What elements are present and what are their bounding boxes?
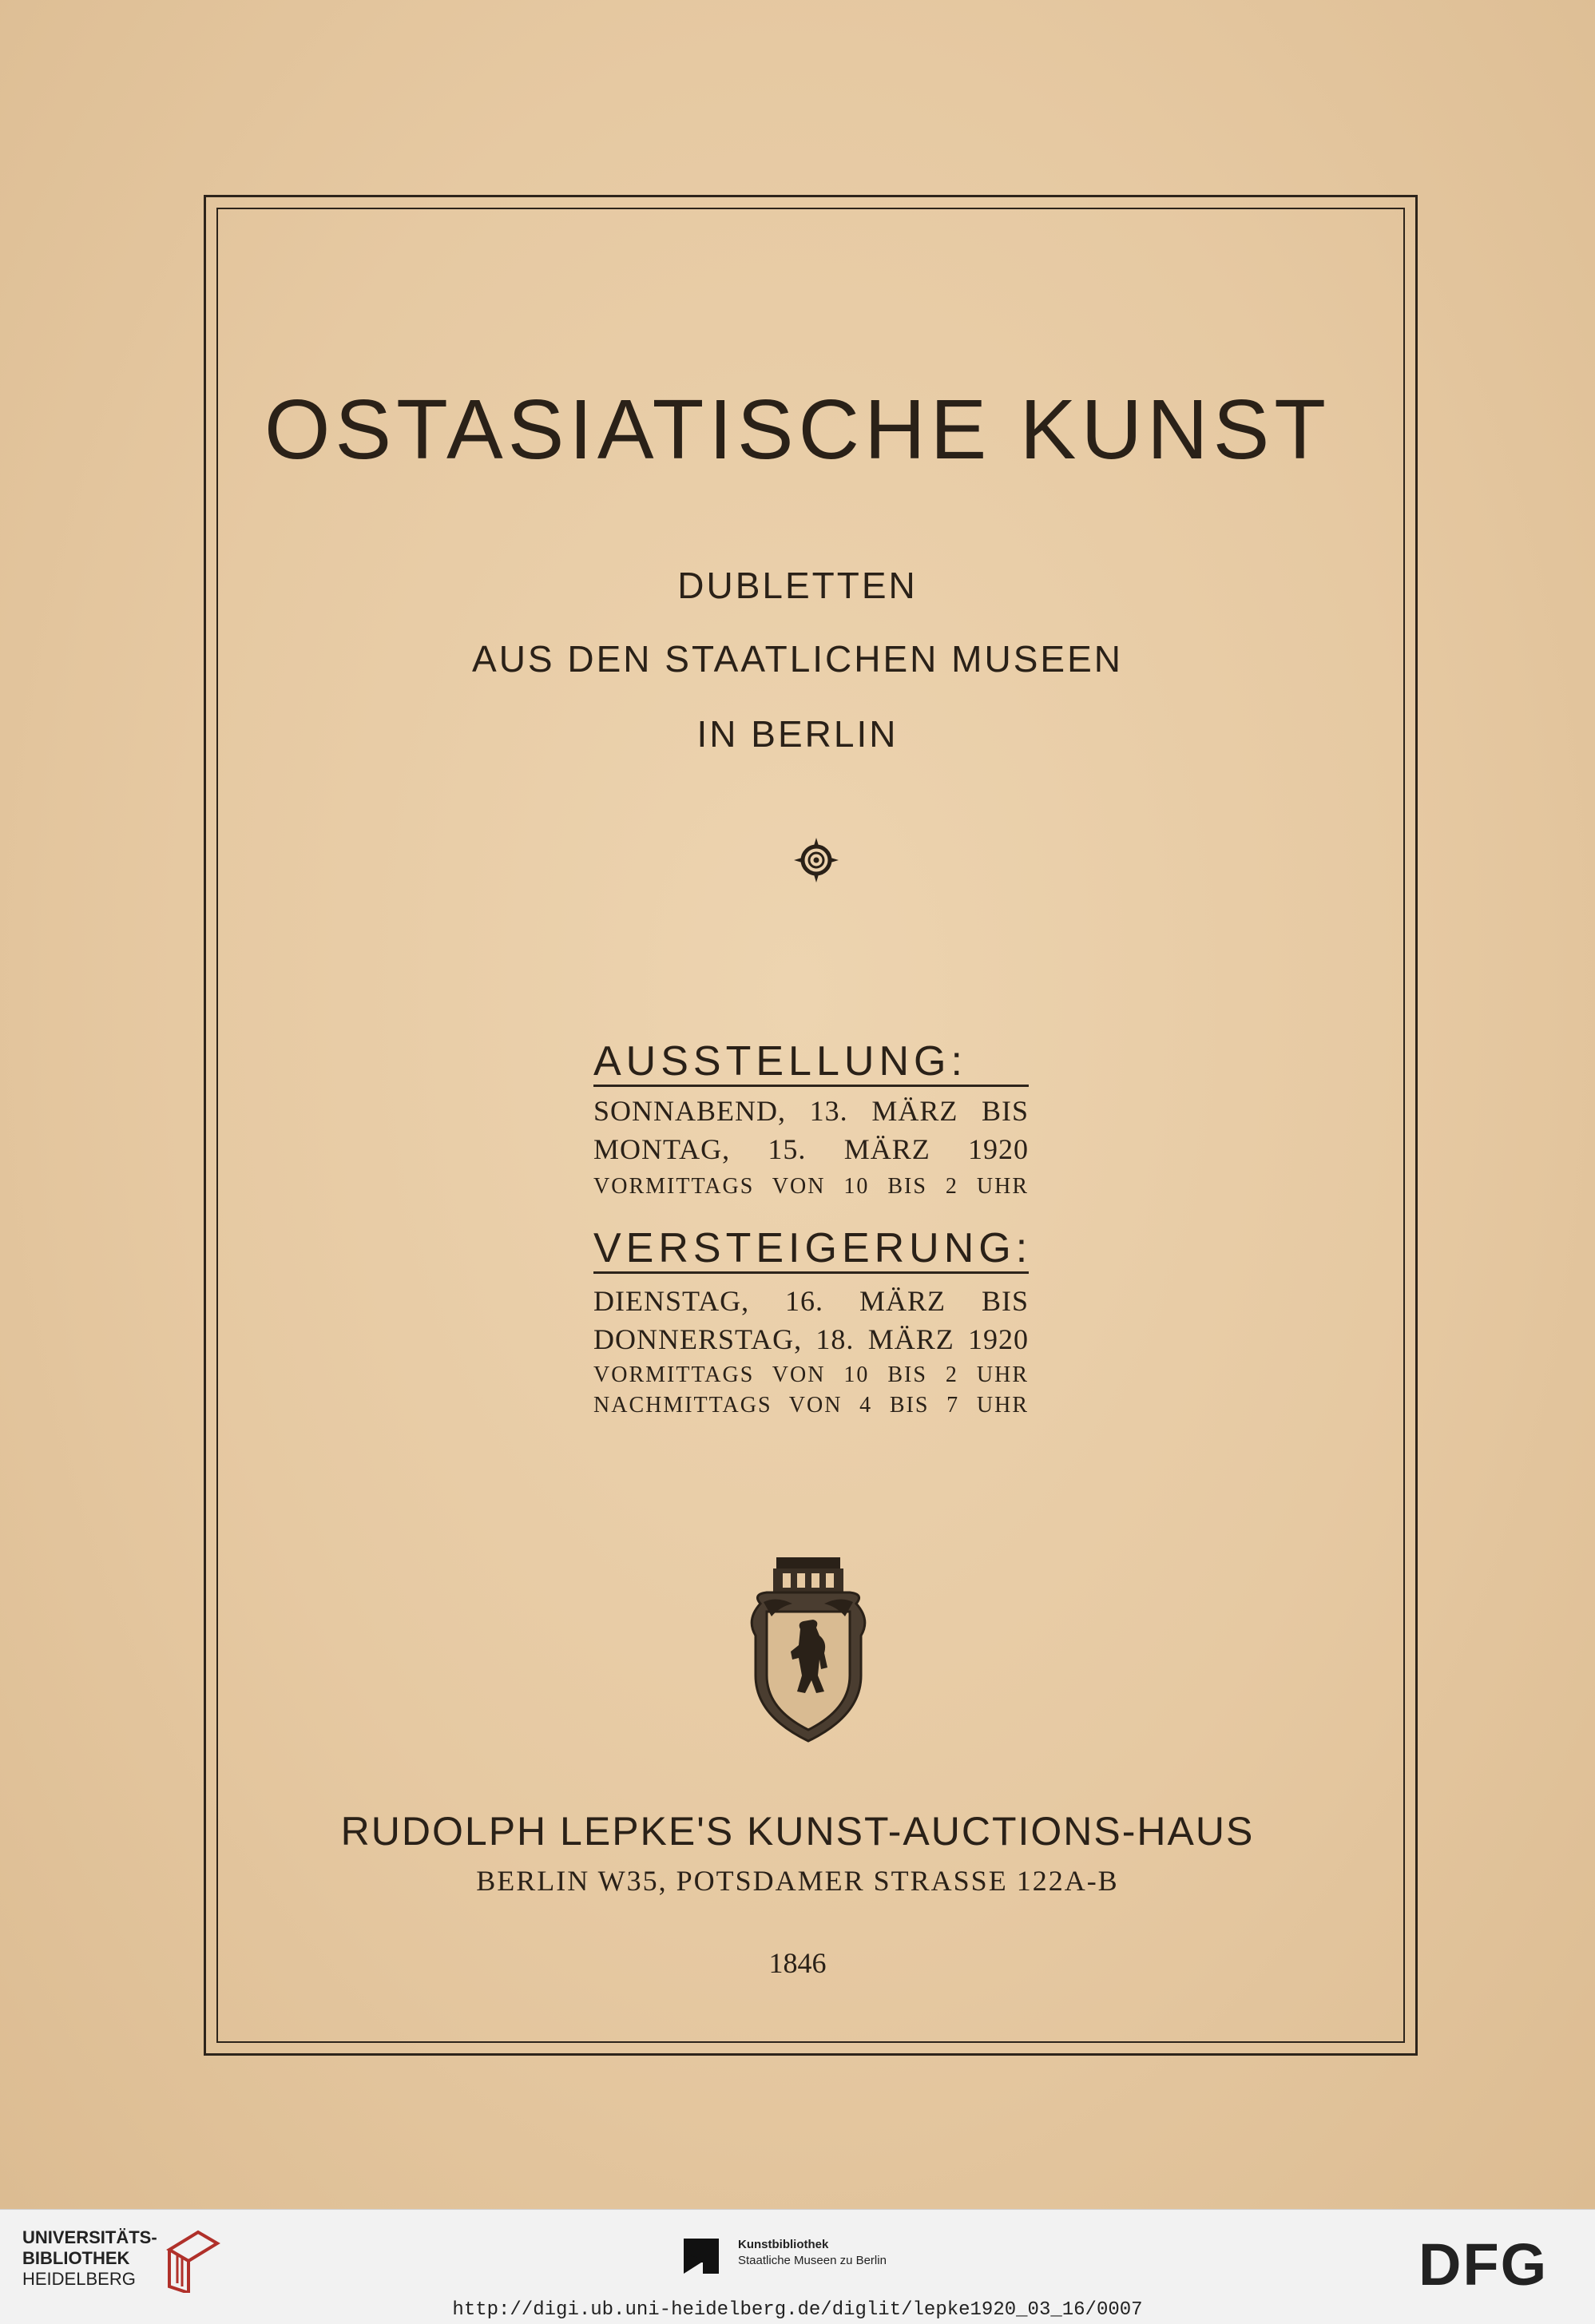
auction-line-4: NACHMITTAGS VON 4 BIS 7 UHR <box>593 1393 1029 1418</box>
ub-heidelberg-logo-icon[interactable] <box>158 2226 225 2293</box>
kunstbibliothek-logo-icon[interactable] <box>677 2235 730 2283</box>
exhibition-line-1: SONNABEND, 13. MÄRZ BIS <box>593 1095 1029 1127</box>
exhibition-heading: AUSSTELLUNG: <box>593 1038 1029 1087</box>
ub-line-3: HEIDELBERG <box>22 2269 136 2289</box>
publisher-name: RUDOLPH LEPKE'S KUNST-AUCTIONS-HAUS <box>340 1809 1255 1854</box>
ub-line-1: UNIVERSITÄTS- <box>22 2227 157 2247</box>
ub-heidelberg-label <box>22 2227 157 2290</box>
berlin-bear-coat-of-arms-icon <box>744 1556 872 1743</box>
circle-target-ornament-icon <box>792 836 840 884</box>
kb-name: Kunstbibliothek <box>738 2238 829 2251</box>
exhibition-line-3: VORMITTAGS VON 10 BIS 2 UHR <box>593 1174 1029 1199</box>
kunstbibliothek-label <box>738 2237 887 2269</box>
exhibition-line-2: MONTAG, 15. MÄRZ 1920 <box>593 1133 1029 1165</box>
dfg-logo[interactable]: DFG <box>1418 2231 1549 2298</box>
subtitle-line-3: IN BERLIN <box>696 713 899 755</box>
auction-heading: VERSTEIGERUNG: <box>593 1225 1029 1274</box>
auction-line-1: DIENSTAG, 16. MÄRZ BIS <box>593 1285 1029 1317</box>
digitization-footer <box>0 2209 1595 2324</box>
subtitle-line-1: DUBLETTEN <box>677 565 918 606</box>
ub-line-2: BIBLIOTHEK <box>22 2248 130 2268</box>
subtitle-line-2: AUS DEN STAATLICHEN MUSEEN <box>472 638 1123 680</box>
permalink-url[interactable]: http://digi.ub.uni-heidelberg.de/diglit/lepke1920_03_16/0007 <box>452 2299 1143 2321</box>
auction-line-3: VORMITTAGS VON 10 BIS 2 UHR <box>593 1362 1029 1387</box>
catalog-number: 1846 <box>768 1947 827 1979</box>
publisher-address: BERLIN W35, POTSDAMER STRASSE 122A-B <box>476 1865 1119 1897</box>
catalog-title: OSTASIATISCHE KUNST <box>264 383 1331 477</box>
auction-line-2: DONNERSTAG, 18. MÄRZ 1920 <box>593 1323 1029 1355</box>
kb-sub: Staatliche Museen zu Berlin <box>738 2254 887 2267</box>
